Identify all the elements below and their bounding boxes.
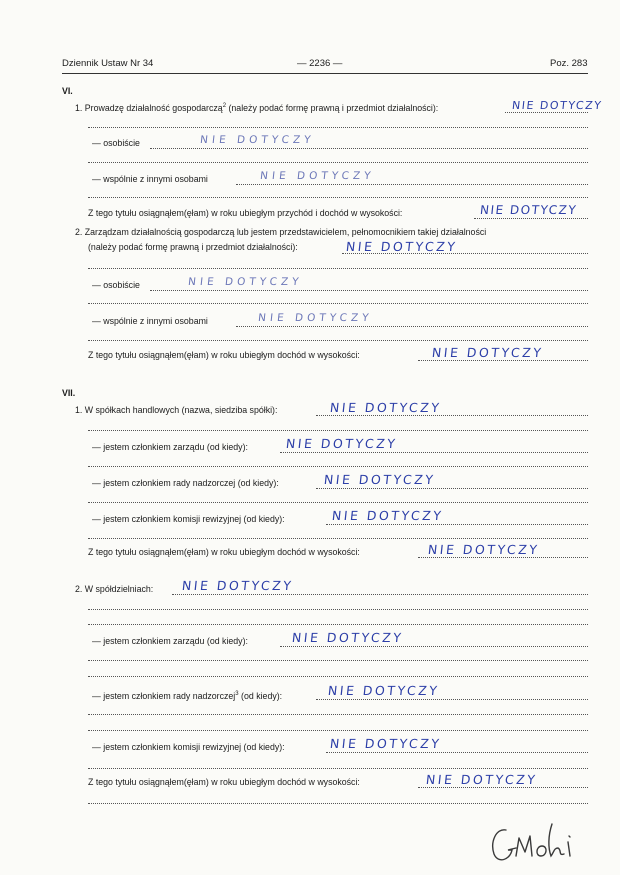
vi-item2-personally-line[interactable]: [150, 290, 588, 291]
answer-line[interactable]: [88, 127, 588, 128]
answer-line[interactable]: [88, 714, 588, 715]
vii-item2-label: 2. W spółdzielniach:: [75, 584, 154, 594]
vii-item1-audit-answer: NIE DOTYCZY: [331, 508, 445, 523]
vii-item2-board-line[interactable]: [280, 646, 588, 647]
vii-item2-income-line[interactable]: [418, 787, 588, 788]
answer-line[interactable]: [88, 430, 588, 431]
section-vii-heading: VII.: [62, 388, 76, 398]
vii-item1-board-label: — jestem członkiem zarządu (od kiedy):: [92, 442, 248, 452]
vi-item1-label: 1. Prowadzę działalność gospodarczą$^2$ (należy podać formę prawną i przedmiot działalności):: [75, 102, 439, 113]
vi-item1-income-line[interactable]: [474, 218, 588, 219]
vii-item2-board-label: — jestem członkiem zarządu (od kiedy):: [92, 636, 248, 646]
vii-item1-supervisory-label: — jestem członkiem rady nadzorczej (od kiedy):: [92, 478, 279, 488]
vi-item1-answer-line[interactable]: [505, 112, 588, 113]
answer-line[interactable]: [88, 676, 588, 677]
vii-item2-supervisory-answer: NIE DOTYCZY: [327, 683, 441, 698]
vii-item2-audit-line[interactable]: [326, 752, 588, 753]
answer-line[interactable]: [88, 197, 588, 198]
handwritten-signature: [488, 818, 580, 866]
answer-line[interactable]: [88, 538, 588, 539]
vii-item1-supervisory-answer: NIE DOTYCZY: [323, 472, 437, 487]
vi-item2-personally-answer: NIE DOTYCZY: [187, 276, 304, 288]
vii-item1-audit-label: — jestem członkiem komisji rewizyjnej (od kiedy):: [92, 514, 285, 524]
answer-line[interactable]: [88, 268, 588, 269]
answer-line[interactable]: [88, 768, 588, 769]
journal-title: Dziennik Ustaw Nr 34: [62, 58, 154, 69]
vi-item1-jointly-line[interactable]: [236, 184, 588, 185]
vii-item1-answer-line[interactable]: [316, 415, 588, 416]
vii-item2-answer: NIE DOTYCZY: [181, 578, 295, 593]
vii-item1-board-line[interactable]: [280, 452, 588, 453]
vii-item1-income-line[interactable]: [418, 557, 588, 558]
vii-item2-supervisory-line[interactable]: [316, 699, 588, 700]
answer-line[interactable]: [88, 730, 588, 731]
vi-item2-income-line[interactable]: [418, 360, 588, 361]
vii-item2-audit-answer: NIE DOTYCZY: [329, 736, 443, 751]
vi-item2-income-answer: NIE DOTYCZY: [431, 345, 545, 360]
vi-item2-income-label: Z tego tytułu osiągnąłem(ęłam) w roku ubiegłym dochód w wysokości:: [88, 350, 360, 360]
vii-item2-supervisory-label: — jestem członkiem rady nadzorczej$^3$ (od kiedy):: [92, 690, 283, 701]
vii-item1-label: 1. W spółkach handlowych (nazwa, siedziba spółki):: [75, 405, 278, 415]
vi-item2-personally-label: — osobiście: [92, 280, 140, 290]
section-vi-heading: VI.: [62, 86, 73, 96]
vii-item1-board-answer: NIE DOTYCZY: [285, 436, 399, 451]
page-number: — 2236 —: [297, 58, 343, 69]
vii-item2-board-answer: NIE DOTYCZY: [291, 630, 405, 645]
vi-item1-income-answer: NIE DOTYCZY: [479, 203, 578, 217]
vii-item1-supervisory-line[interactable]: [316, 488, 588, 489]
vi-item1-personally-answer: NIE DOTYCZY: [199, 134, 316, 146]
answer-line[interactable]: [88, 609, 588, 610]
answer-line[interactable]: [88, 502, 588, 503]
vi-item2-jointly-answer: NIE DOTYCZY: [257, 312, 374, 324]
position-number: Poz. 283: [550, 58, 588, 69]
vi-item2-answer: NIE DOTYCZY: [345, 239, 459, 254]
vii-item1-income-answer: NIE DOTYCZY: [427, 542, 541, 557]
answer-line[interactable]: [88, 660, 588, 661]
header-rule: [62, 73, 588, 74]
vi-item2-label-line2: (należy podać formę prawną i przedmiot działalności):: [88, 242, 298, 252]
answer-line[interactable]: [88, 466, 588, 467]
vii-item2-audit-label: — jestem członkiem komisji rewizyjnej (od kiedy):: [92, 742, 285, 752]
vii-item1-audit-line[interactable]: [326, 524, 588, 525]
vi-item1-income-label: Z tego tytułu osiągnąłem(ęłam) w roku ubiegłym przychód i dochód w wysokości:: [88, 208, 403, 218]
answer-line[interactable]: [88, 803, 588, 804]
vi-item1-jointly-label: — wspólnie z innymi osobami: [92, 174, 208, 184]
vi-item2-label: 2. Zarządzam działalnością gospodarczą lub jestem przedstawicielem, pełnomocnikiem takiej działalności: [75, 227, 487, 237]
vi-item1-jointly-answer: NIE DOTYCZY: [259, 170, 376, 182]
vii-item2-income-label: Z tego tytułu osiągnąłem(ęłam) w roku ubiegłym dochód w wysokości:: [88, 777, 360, 787]
answer-line[interactable]: [88, 340, 588, 341]
answer-line[interactable]: [88, 162, 588, 163]
vi-item1-personally-label: — osobiście: [92, 138, 140, 148]
vi-item1-answer: NIE DOTYCZY: [511, 99, 604, 112]
answer-line[interactable]: [88, 303, 588, 304]
vi-item2-jointly-label: — wspólnie z innymi osobami: [92, 316, 208, 326]
vii-item1-answer: NIE DOTYCZY: [329, 400, 443, 415]
vi-item2-jointly-line[interactable]: [236, 326, 588, 327]
vi-item1-personally-line[interactable]: [150, 148, 588, 149]
vii-item1-income-label: Z tego tytułu osiągnąłem(ęłam) w roku ubiegłym dochód w wysokości:: [88, 547, 360, 557]
vii-item2-answer-line[interactable]: [172, 594, 588, 595]
vii-item2-income-answer: NIE DOTYCZY: [425, 772, 539, 787]
answer-line[interactable]: [88, 624, 588, 625]
